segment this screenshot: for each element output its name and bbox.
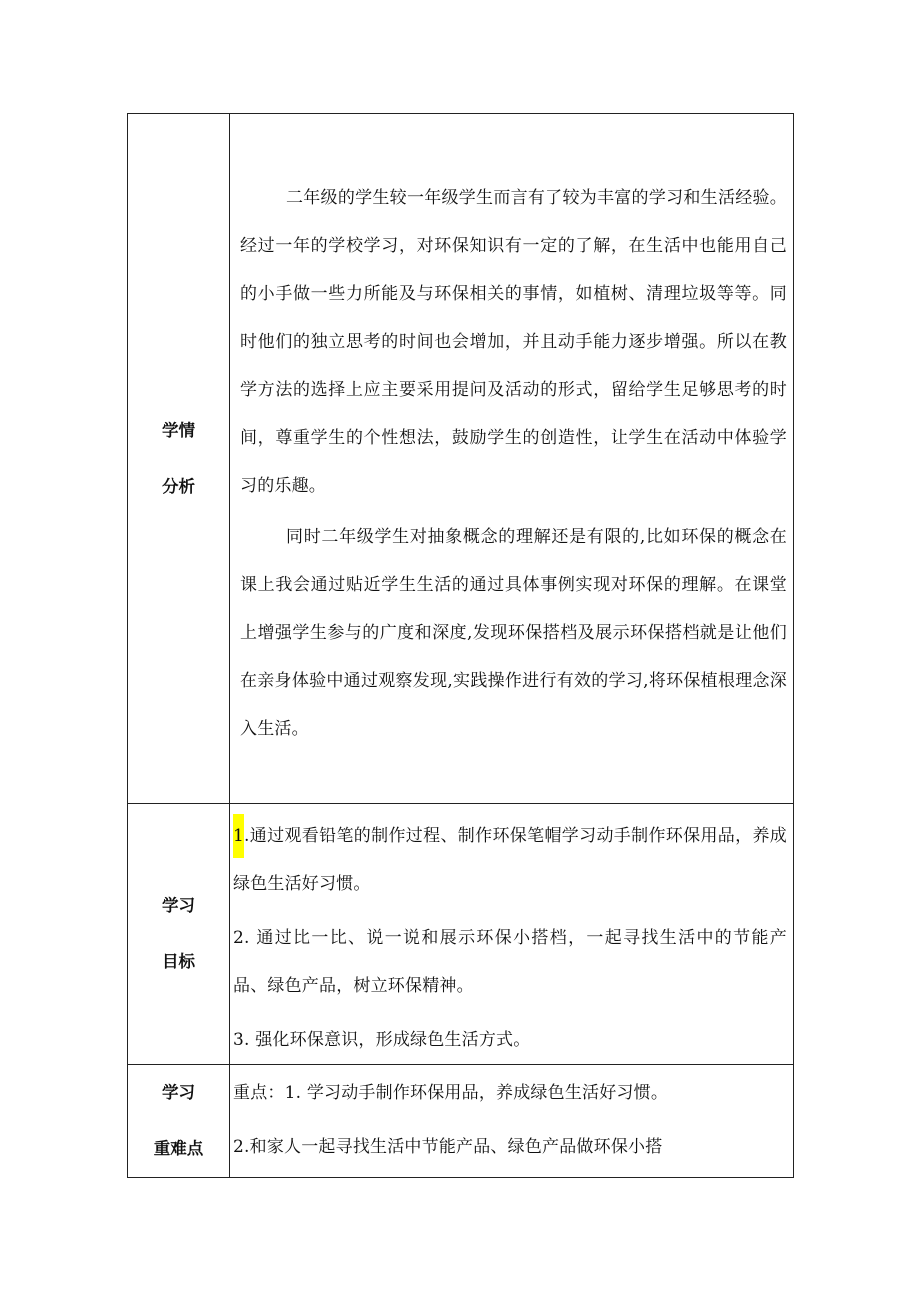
key-points-label-line1: 学习 — [162, 1083, 195, 1102]
lesson-plan-table — [127, 113, 794, 1178]
goal-item-1-number-highlight: 1 — [233, 814, 244, 858]
key-point-line-1: 重点：1. 学习动手制作环保用品，养成绿色生活好习惯。 — [233, 1083, 669, 1103]
goals-content — [230, 804, 794, 1065]
goals-label-line1: 学习 — [162, 896, 195, 915]
goal-item-1-text: .通过观看铅笔的制作过程、制作环保笔帽学习动手制作环保用品，养成绿色生活好习惯。 — [233, 826, 787, 894]
analysis-paragraph-1: 二年级的学生较一年级学生而言有了较为丰富的学习和生活经验。经过一年的学校学习，对环保知识有一定的了解，在生活中也能用自己的小手做一些力所能及与环保相关的事情，如植树、清理垃圾等等。同时他们的独立思考的时间也会增加，并且动手能力逐步增强。所以在教学方法的选择上应主要采用提问及活动的形式，留给学生足够思考的时间，尊重学生的个性想法，鼓励学生的创造性，让学生在活动中体验学习的乐趣。 — [240, 188, 787, 496]
goal-item-2: 2. 通过比一比、说一说和展示环保小搭档，一起寻找生活中的节能产品、绿色产品，树立环保精神。 — [233, 928, 787, 996]
key-points-label — [128, 1065, 230, 1178]
analysis-row — [128, 114, 794, 804]
key-points-content — [230, 1065, 794, 1178]
goal-item-3: 3. 强化环保意识，形成绿色生活方式。 — [233, 1030, 531, 1050]
analysis-label-line2: 分析 — [162, 476, 195, 496]
analysis-paragraph-2: 同时二年级学生对抽象概念的理解还是有限的,比如环保的概念在课上我会通过贴近学生生活的通过具体事例实现对环保的理解。在课堂上增强学生参与的广度和深度,发现环保搭档及展示环保搭档就是让他们在亲身体验中通过观察发现,实践操作进行有效的学习,将环保植根理念深入生活。 — [240, 527, 787, 739]
key-points-row — [128, 1065, 794, 1178]
analysis-label — [128, 114, 230, 804]
goals-label — [128, 804, 230, 1065]
key-point-line-2: 2.和家人一起寻找生活中节能产品、绿色产品做环保小搭 — [233, 1137, 663, 1157]
goals-label-line2: 目标 — [162, 952, 195, 971]
analysis-content — [230, 114, 794, 804]
analysis-label-line1: 学情 — [162, 420, 195, 440]
key-points-label-line2: 重难点 — [153, 1139, 204, 1158]
goal-item-1 — [233, 812, 787, 908]
goals-row — [128, 804, 794, 1065]
